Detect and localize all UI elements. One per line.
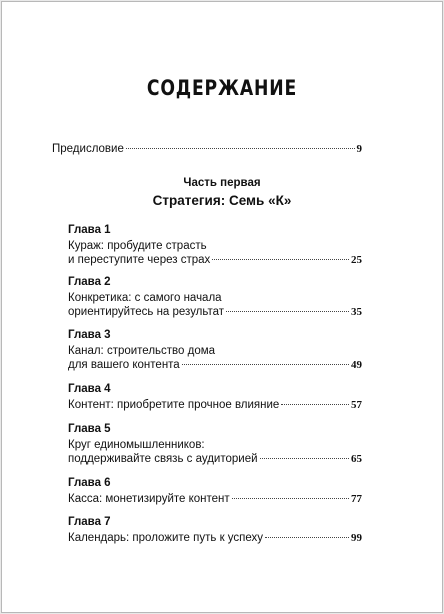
dot-leader [226, 311, 349, 312]
dot-leader [265, 537, 349, 538]
dot-leader [212, 259, 349, 260]
chapter-label: Глава 4 [68, 383, 111, 395]
chapter-label: Глава 1 [68, 224, 111, 236]
toc-entry-chapter-3[interactable] [68, 328, 362, 372]
part-title: Стратегия: Семь «К» [152, 193, 292, 208]
chapter-title-line: Конкретика: с самого начала [68, 292, 222, 304]
chapter-title-text: Контент: приобретите прочное влияние [68, 399, 280, 411]
page-number: 65 [351, 453, 362, 465]
chapter-title-last-line [68, 492, 362, 506]
toc-entry-chapter-1[interactable] [68, 223, 362, 267]
chapter-label: Глава 6 [68, 477, 111, 489]
toc-entry-preface[interactable] [52, 142, 362, 156]
page-number: 9 [356, 143, 362, 155]
page-title: СОДЕРЖАНИЕ [146, 76, 298, 100]
dot-leader [182, 364, 349, 365]
page-number: 49 [351, 359, 362, 371]
chapter-label: Глава 5 [68, 423, 111, 435]
chapter-title-last-line [68, 531, 362, 545]
page-number: 77 [351, 493, 362, 505]
chapter-title-line: Кураж: пробудите страсть [68, 240, 207, 252]
toc-entry-chapter-6[interactable] [68, 476, 362, 506]
page-number: 35 [351, 306, 362, 318]
chapter-title-text: Календарь: проложите путь к успеху [68, 532, 264, 544]
toc-entry-chapter-7[interactable] [68, 515, 362, 545]
entry-label: Предисловие [52, 143, 124, 155]
dot-leader [126, 148, 355, 149]
chapter-title-last-line [68, 452, 362, 466]
dot-leader [260, 458, 349, 459]
page-number: 25 [351, 254, 362, 266]
chapter-title-last-line [68, 253, 362, 267]
chapter-title-last-line [68, 398, 362, 412]
chapter-title-text: и переступите через страх [68, 254, 211, 266]
page-number: 57 [351, 399, 362, 411]
part-label: Часть первая [183, 177, 261, 189]
chapter-label: Глава 2 [68, 276, 111, 288]
chapter-title-line: Канал: строительство дома [68, 345, 216, 357]
chapter-title-text: для вашего контента [68, 359, 180, 371]
toc-entry-chapter-4[interactable] [68, 382, 362, 412]
chapter-title-text: поддерживайте связь с аудиторией [68, 453, 258, 465]
chapter-title-text: ориентируйтесь на результат [68, 306, 225, 318]
page-number: 99 [351, 532, 362, 544]
chapter-label: Глава 3 [68, 329, 111, 341]
chapter-title-last-line [68, 358, 362, 372]
toc-entry-chapter-5[interactable] [68, 422, 362, 466]
chapter-label: Глава 7 [68, 516, 111, 528]
chapter-title-line: Круг единомышленников: [68, 439, 205, 451]
book-page [1, 1, 443, 613]
dot-leader [281, 404, 349, 405]
dot-leader [232, 498, 349, 499]
toc-entry-chapter-2[interactable] [68, 275, 362, 319]
chapter-title-last-line [68, 305, 362, 319]
chapter-title-text: Касса: монетизируйте контент [68, 493, 230, 505]
